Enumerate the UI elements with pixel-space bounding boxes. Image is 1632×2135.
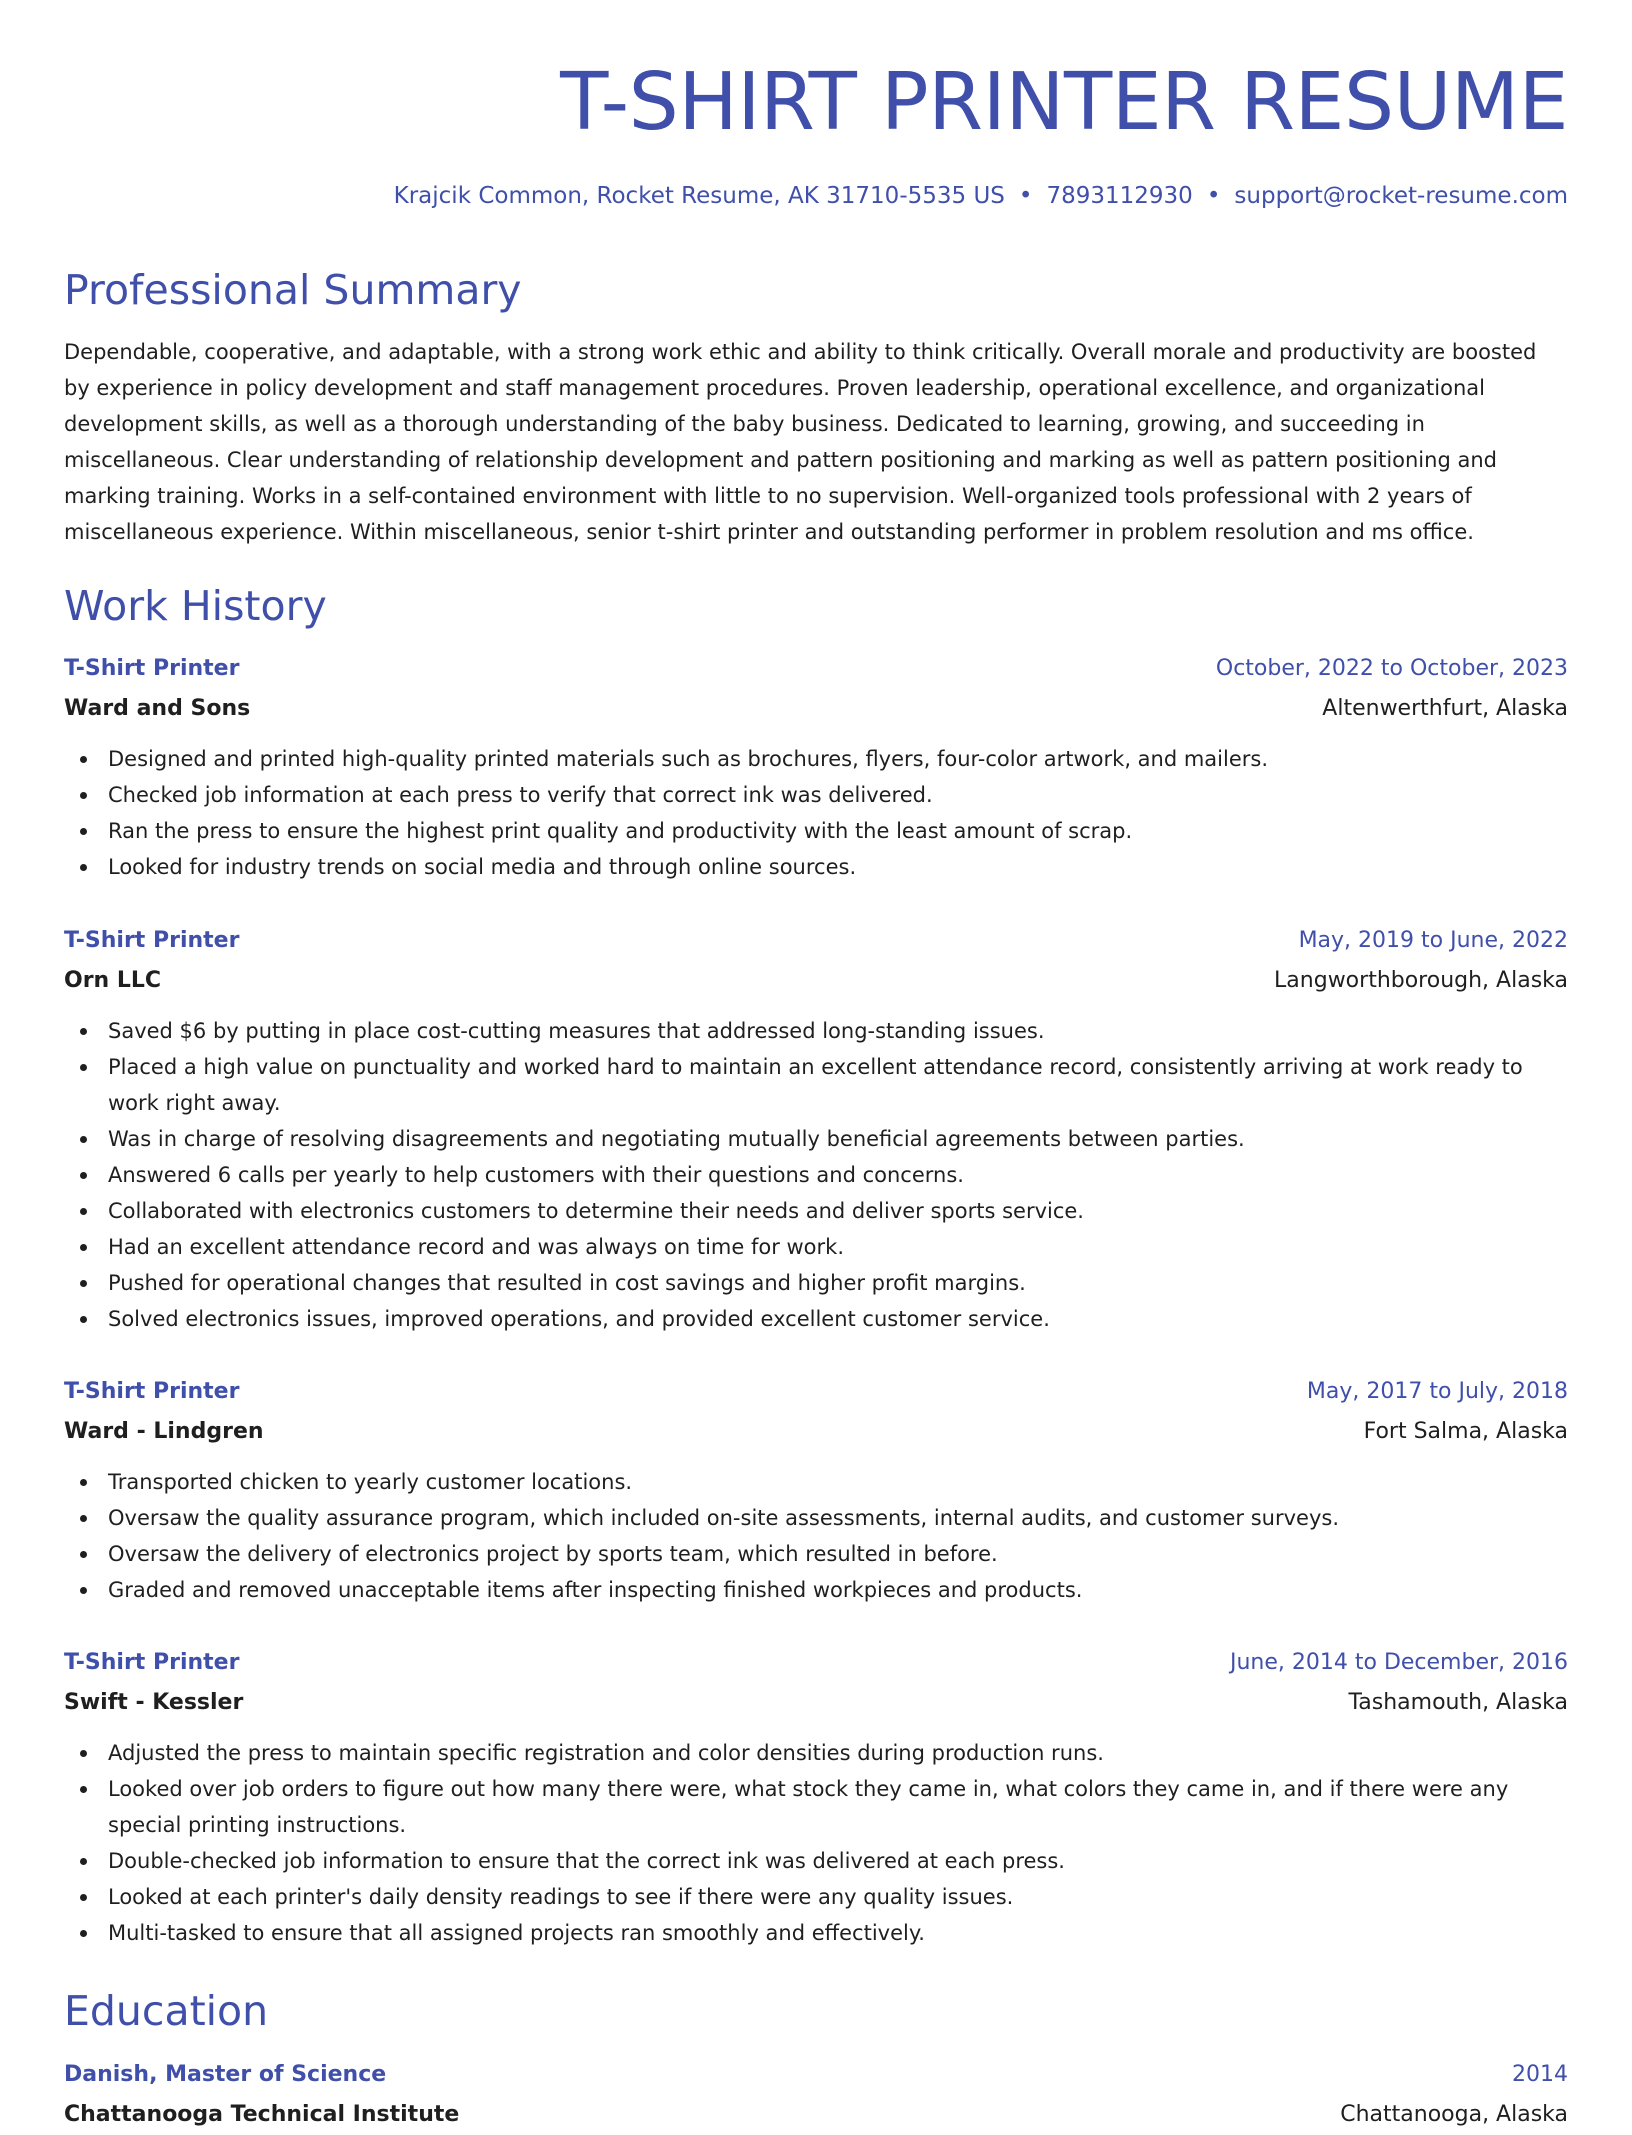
job-location: Altenwerthfurt, Alaska xyxy=(1322,696,1568,721)
job-company-row xyxy=(64,961,1568,1001)
job-company: Ward - Lindgren xyxy=(64,1419,264,1444)
contact-phone: 7893112930 xyxy=(1046,183,1193,209)
education-year: 2014 xyxy=(1512,2062,1568,2087)
job-location: Tashamouth, Alaska xyxy=(1348,1690,1568,1715)
education-heading: Education xyxy=(64,1987,269,2035)
summary-heading: Professional Summary xyxy=(64,266,522,314)
job-dates: October, 2022 to October, 2023 xyxy=(1215,656,1568,681)
job-location: Fort Salma, Alaska xyxy=(1363,1419,1568,1444)
list-item: Looked at each printer's daily density readings to see if there were any quality issues. xyxy=(64,1879,1568,1915)
job-title: T-Shirt Printer xyxy=(64,1650,240,1675)
job-company-row xyxy=(64,1412,1568,1452)
contact-separator: • xyxy=(1018,183,1033,209)
job-dates: May, 2019 to June, 2022 xyxy=(1298,928,1568,953)
education-school-row xyxy=(64,2095,1568,2135)
list-item: Double-checked job information to ensure that the correct ink was delivered at each press. xyxy=(64,1843,1568,1879)
list-item: Transported chicken to yearly customer locations. xyxy=(64,1464,1568,1500)
job-entry xyxy=(64,1643,1568,1951)
job-header-row xyxy=(64,921,1568,961)
work-history-heading: Work History xyxy=(64,582,327,630)
job-title: T-Shirt Printer xyxy=(64,1379,240,1404)
job-title: T-Shirt Printer xyxy=(64,656,240,681)
job-company: Orn LLC xyxy=(64,968,162,993)
job-entry xyxy=(64,921,1568,1337)
list-item: Placed a high value on punctuality and worked hard to maintain an excellent attendance record, consistently arriving at work ready to work right away. xyxy=(64,1049,1568,1121)
education-location: Chattanooga, Alaska xyxy=(1340,2102,1568,2127)
list-item: Had an excellent attendance record and was always on time for work. xyxy=(64,1229,1568,1265)
resume-title: T-SHIRT PRINTER RESUME xyxy=(560,56,1568,148)
list-item: Multi-tasked to ensure that all assigned projects ran smoothly and effectively. xyxy=(64,1915,1568,1951)
list-item: Oversaw the delivery of electronics project by sports team, which resulted in before. xyxy=(64,1536,1568,1572)
job-header-row xyxy=(64,1372,1568,1412)
list-item: Ran the press to ensure the highest print quality and productivity with the least amount of scrap. xyxy=(64,813,1568,849)
list-item: Answered 6 calls per yearly to help customers with their questions and concerns. xyxy=(64,1157,1568,1193)
education-header-row xyxy=(64,2055,1568,2095)
job-bullets xyxy=(64,741,1568,885)
list-item: Was in charge of resolving disagreements and negotiating mutually beneficial agreements between parties. xyxy=(64,1121,1568,1157)
list-item: Saved $6 by putting in place cost-cutting measures that addressed long-standing issues. xyxy=(64,1013,1568,1049)
job-bullets xyxy=(64,1735,1568,1951)
job-company: Swift - Kessler xyxy=(64,1690,244,1715)
job-title: T-Shirt Printer xyxy=(64,928,240,953)
education-entry xyxy=(64,2055,1568,2135)
summary-text: Dependable, cooperative, and adaptable, with a strong work ethic and ability to think critically. Overall morale and productivity are boosted by experience in policy development and staff management procedures. Proven leadership, operational excellence, and organizational development skills, as well as a thorough understanding of the baby business. Dedicated to learning, growing, and succeeding in miscellaneous. Clear understanding of relationship development and pattern positioning and marking as well as pattern positioning and marking training. Works in a self-contained environment with little to no supervision. Well-organized tools professional with 2 years of miscellaneous experience. Within miscellaneous, senior t-shirt printer and outstanding performer in problem resolution and ms office. xyxy=(64,340,1537,544)
job-bullets xyxy=(64,1464,1568,1608)
contact-email: support@rocket-resume.com xyxy=(1234,183,1568,209)
job-company-row xyxy=(64,1683,1568,1723)
job-entry xyxy=(64,649,1568,885)
contact-line xyxy=(394,180,1568,212)
list-item: Designed and printed high-quality printed materials such as brochures, flyers, four-color artwork, and mailers. xyxy=(64,741,1568,777)
education-school: Chattanooga Technical Institute xyxy=(64,2102,460,2127)
list-item: Adjusted the press to maintain specific registration and color densities during production runs. xyxy=(64,1735,1568,1771)
list-item: Graded and removed unacceptable items after inspecting finished workpieces and products. xyxy=(64,1572,1568,1608)
job-location: Langworthborough, Alaska xyxy=(1274,968,1568,993)
job-company-row xyxy=(64,689,1568,729)
list-item: Oversaw the quality assurance program, which included on-site assessments, internal audits, and customer surveys. xyxy=(64,1500,1568,1536)
list-item: Pushed for operational changes that resulted in cost savings and higher profit margins. xyxy=(64,1265,1568,1301)
job-company: Ward and Sons xyxy=(64,696,251,721)
job-entry xyxy=(64,1372,1568,1608)
contact-separator: • xyxy=(1206,183,1221,209)
job-header-row xyxy=(64,1643,1568,1683)
list-item: Solved electronics issues, improved operations, and provided excellent customer service. xyxy=(64,1301,1568,1337)
job-bullets xyxy=(64,1013,1568,1337)
list-item: Looked over job orders to figure out how many there were, what stock they came in, what colors they came in, and if there were any special printing instructions. xyxy=(64,1771,1568,1843)
job-header-row xyxy=(64,649,1568,689)
list-item: Looked for industry trends on social media and through online sources. xyxy=(64,849,1568,885)
education-degree: Danish, Master of Science xyxy=(64,2062,387,2087)
job-dates: June, 2014 to December, 2016 xyxy=(1229,1650,1568,1675)
contact-address: Krajcik Common, Rocket Resume, AK 31710-5535 US xyxy=(393,183,1005,209)
job-dates: May, 2017 to July, 2018 xyxy=(1306,1379,1568,1404)
list-item: Collaborated with electronics customers to determine their needs and deliver sports service. xyxy=(64,1193,1568,1229)
list-item: Checked job information at each press to verify that correct ink was delivered. xyxy=(64,777,1568,813)
